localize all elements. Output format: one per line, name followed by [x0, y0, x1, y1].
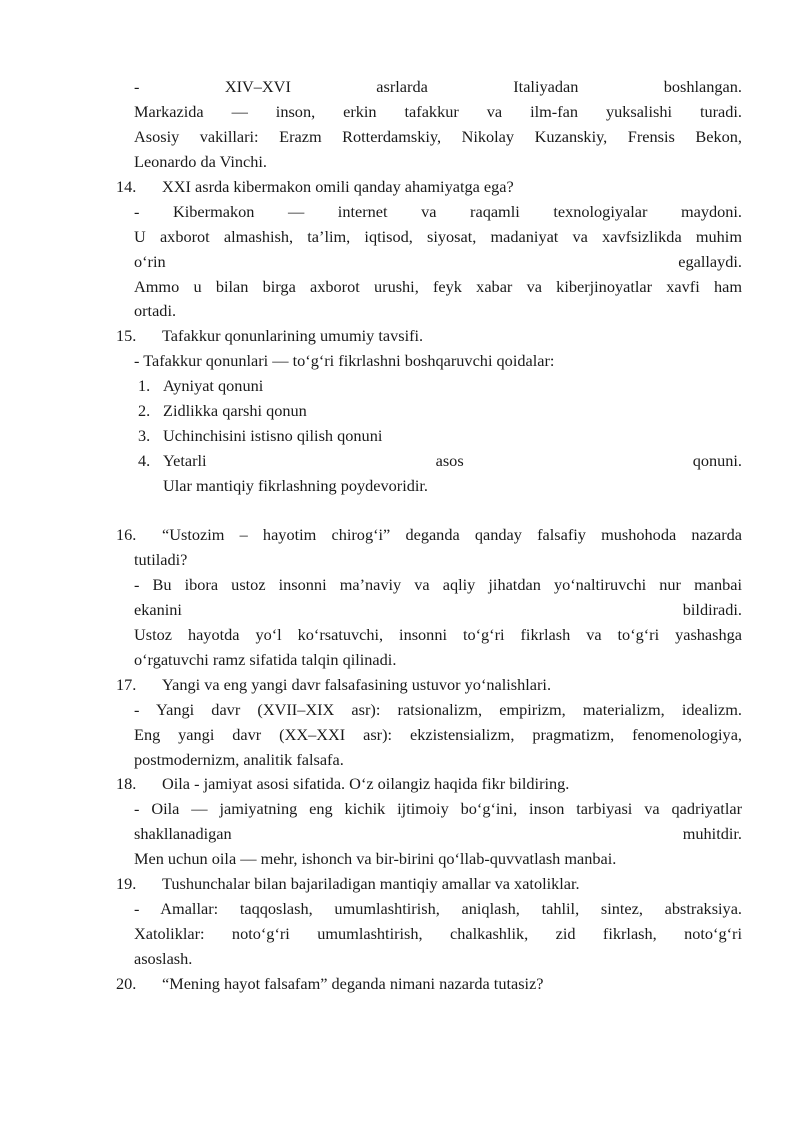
answer-line: o‘rin egallaydi. [134, 252, 742, 271]
answer-line: - Oila — jamiyatning eng kichik ijtimoiy bo‘g‘ini, inson tarbiyasi va qadriyatlar [134, 799, 742, 818]
question-number: 16. [116, 525, 137, 544]
answer-line: Markazida — inson, erkin tafakkur va ilm-fan yuksalishi turadi. [134, 102, 742, 121]
answer-line: - XIV–XVI asrlarda Italiyadan boshlangan. [134, 77, 742, 96]
answer-line: - Amallar: taqqoslash, umumlashtirish, aniqlash, tahlil, sintez, abstraksiya. [134, 899, 742, 918]
question-text: “Ustozim – hayotim chirog‘i” deganda qanday falsafiy mushohoda nazarda [162, 525, 742, 544]
question-text: Tafakkur qonunlarining umumiy tavsifi. [162, 326, 424, 345]
question-number: 17. [116, 675, 137, 694]
answer-line: - Yangi davr (XVII–XIX asr): ratsionalizm, empirizm, materializm, idealizm. [134, 700, 742, 719]
list-item-text: Uchinchisini istisno qilish qonuni [163, 426, 383, 445]
answer-line: Xatoliklar: noto‘g‘ri umumlashtirish, chalkashlik, zid fikrlash, noto‘g‘ri [134, 924, 742, 943]
answer-line: Ular mantiqiy fikrlashning poydevoridir. [163, 476, 428, 495]
list-item-number: 4. [138, 451, 151, 470]
answer-line: shakllanadigan muhitdir. [134, 824, 742, 843]
question-text: Oila - jamiyat asosi sifatida. O‘z oilangiz haqida fikr bildiring. [162, 774, 570, 793]
question-number: 20. [116, 974, 137, 993]
list-item-text: Ayniyat qonuni [163, 376, 264, 395]
list-item-text: Zidlikka qarshi qonun [163, 401, 307, 420]
answer-line: - Kibermakon — internet va raqamli texnologiyalar maydoni. [134, 202, 742, 221]
answer-line: - Bu ibora ustoz insonni ma’naviy va aqliy jihatdan yo‘naltiruvchi nur manbai [134, 575, 742, 594]
answer-line: o‘rgatuvchi ramz sifatida talqin qilinadi. [134, 650, 397, 669]
question-text: “Mening hayot falsafam” deganda nimani nazarda tutasiz? [162, 974, 544, 993]
answer-line: Men uchun oila — mehr, ishonch va bir-birini qo‘llab-quvvatlash manbai. [134, 849, 617, 868]
list-item-number: 1. [138, 376, 151, 395]
question-number: 19. [116, 874, 137, 893]
answer-line: Asosiy vakillari: Erazm Rotterdamskiy, Nikolay Kuzanskiy, Frensis Bekon, [134, 127, 742, 146]
answer-line: ortadi. [134, 301, 177, 320]
question-number: 14. [116, 177, 137, 196]
question-text: Yangi va eng yangi davr falsafasining ustuvor yo‘nalishlari. [162, 675, 552, 694]
answer-line: ekanini bildiradi. [134, 600, 742, 619]
question-number: 18. [116, 774, 137, 793]
answer-line: Eng yangi davr (XX–XXI asr): ekzistensializm, pragmatizm, fenomenologiya, [134, 725, 742, 744]
answer-line: - Tafakkur qonunlari — to‘g‘ri fikrlashni boshqaruvchi qoidalar: [134, 351, 555, 370]
answer-line: Ustoz hayotda yo‘l ko‘rsatuvchi, insonni to‘g‘ri fikrlash va to‘g‘ri yashashga [134, 625, 742, 644]
question-text-continued: tutiladi? [134, 550, 188, 569]
list-item-number: 3. [138, 426, 151, 445]
answer-line: U axborot almashish, ta’lim, iqtisod, siyosat, madaniyat va xavfsizlikda muhim [134, 227, 742, 246]
answer-line: asoslash. [134, 949, 193, 968]
answer-line: Ammo u bilan birga axborot urushi, feyk xabar va kiberjinoyatlar xavfi ham [134, 277, 742, 296]
question-text: Tushunchalar bilan bajariladigan mantiqiy amallar va xatoliklar. [162, 874, 580, 893]
question-number: 15. [116, 326, 137, 345]
answer-line: Leonardo da Vinchi. [134, 152, 267, 171]
question-text: XXI asrda kibermakon omili qanday ahamiyatga ega? [162, 177, 514, 196]
answer-line: postmodernizm, analitik falsafa. [134, 750, 344, 769]
list-item-number: 2. [138, 401, 151, 420]
list-item-text: Yetarli asos qonuni. [163, 451, 742, 470]
